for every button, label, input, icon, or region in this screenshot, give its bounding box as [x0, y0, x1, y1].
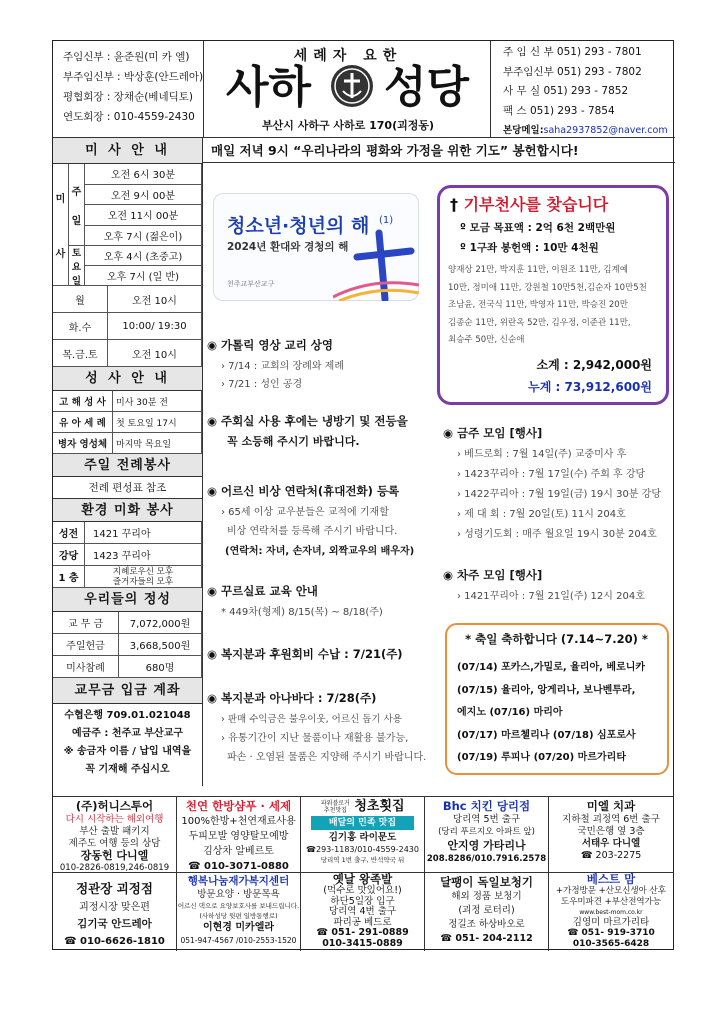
account-line: ※ 송금자 이름 / 납입 내역을 — [63, 746, 192, 757]
sunday-label: 주 일 — [69, 164, 85, 246]
ad-travel[interactable]: (주)허니스투어 다시 시작하는 해외여행 부산 출발 패키지 제주도 여행 등의 상담 장동헌 다니엘 010-2826-0819,246-0819 — [53, 797, 177, 873]
weekday-label: 월 — [53, 286, 108, 313]
cleaning-value: 1421 꾸리아 — [85, 522, 202, 544]
notice-line: › 7/21 : 성인 공경 — [221, 379, 303, 390]
saturday-mass-time: 오후 7시 (일 반) — [85, 266, 202, 286]
sunday-mass-time: 오전 9시 00분 — [85, 185, 202, 206]
ad-dental[interactable]: 미엘 치과 지하철 괴정역 6번 출구 국민은행 옆 3층 서태우 다니엘 ☎ 203-2275 — [549, 797, 673, 873]
devotion-value: 680명 — [119, 656, 202, 678]
feast-list — [457, 657, 645, 770]
ad-shampoo[interactable]: 천연 한방샴푸 · 세제 100%한방+천연재료사용 두피모발 영양탈모예방 김상차 알베르토 ☎ 010-3071-0880 — [177, 797, 301, 873]
meeting-line: › 베드로회 : 7월 14일(주) 교중미사 후 — [457, 449, 627, 460]
sacrament-title: 성 사 안 내 — [53, 367, 202, 391]
patron-title: 세례자 요한 — [293, 48, 403, 64]
sacrament-value: 첫 토요일 17시 — [113, 412, 202, 433]
sacrament-label: 병자 영성체 — [53, 433, 113, 454]
weekday-time: 오전 10시 — [108, 340, 202, 367]
meetings-next-title: ◉ 차주 모임 [행사] — [443, 568, 543, 582]
account-title: 교무금 입금 계좌 — [53, 678, 202, 704]
account-line: 예금주 : 천주교 부산교구 — [71, 728, 184, 739]
feast-line: (07/14) 포카스,가밀로, 율리아, 베로니카 — [457, 662, 646, 673]
donor-line: 조남윤, 전국식 11만, 박영자 11만, 박승진 20만 — [448, 300, 628, 310]
donor-line: 양재상 21만, 박지훈 11만, 이원조 11만, 김계예 — [448, 265, 628, 275]
staff-line: 주임신부 : 윤준원(미 카 엘) — [63, 51, 190, 63]
notice-line: › 7/14 : 교회의 장례와 제례 — [221, 361, 344, 372]
meeting-line: › 제 대 회 : 7월 20일(토) 11시 204호 — [457, 509, 626, 520]
contact-line: 부주임신부 051) 293 - 7802 — [503, 65, 642, 78]
feast-line: (07/19) 루피나 (07/20) 마르가리타 — [457, 752, 626, 763]
donor-line: 10만, 정미애 11만, 강원철 10만5천,김순자 10만5천 — [448, 282, 647, 293]
cleaning-label: 강당 — [53, 544, 85, 566]
service-body: 전례 편성표 참조 — [53, 477, 202, 499]
devotion-title: 우리들의 정성 — [53, 588, 202, 612]
contact-line: 사 무 실 051) 293 - 7852 — [503, 85, 629, 97]
notice-line: › 판매 수익금은 불우이웃, 어르신 돕기 사용 — [221, 714, 402, 725]
ad-ginseng[interactable]: 정관장 괴정점 괴정시장 맞은편 김기국 안드레아 ☎ 010-6626-1810 — [53, 873, 177, 951]
cross-graphic-icon — [333, 227, 419, 301]
donation-total: 누계 : 73,912,600원 — [528, 380, 652, 394]
notice-column — [207, 333, 437, 783]
staff-line: 평협회장 : 장채순(베네딕토) — [63, 91, 193, 103]
staff-list — [53, 41, 203, 137]
ad-best-mom[interactable]: 베스트 맘 +가정방문 +산모신생아 산후 도우미파견 +부산전역가능 www.best-mom.co.kr 김영미 마르가리타 ☎ 051- 919-3710 010-3565-6428 — [556, 873, 666, 949]
ad-care-center[interactable]: 행복나눔재가복지센터 방문요양 · 방문목욕 어르신 댁으로 요양보호사를 보내드립니다. (사하성당 뒷편 일방통행로) 이현경 미카엘라 051-947-4567 /010-2553-1520 — [177, 873, 301, 951]
notice-title: ◉ 어르신 비상 연락처(휴대전화) 등록 — [207, 484, 400, 498]
sunday-mass-time: 오후 7시 (젊은이) — [85, 226, 202, 247]
ads-grid — [53, 796, 673, 951]
saturday-label: 토 요 일 — [69, 246, 85, 286]
email-label: 본당메일: — [503, 125, 544, 136]
weekday-label: 화.수 — [53, 313, 108, 340]
donation-title: † 기부천사를 찾습니다 — [450, 195, 609, 214]
account-info — [53, 707, 202, 779]
donor-list — [448, 262, 664, 350]
parish-name-right: 성당 — [384, 62, 470, 113]
cleaning-label: 1 층 — [53, 566, 85, 588]
sunday-mass-time: 오전 11시 00분 — [85, 205, 202, 226]
devotion-value: 3,668,500원 — [119, 634, 202, 656]
devotion-value: 7,072,000원 — [119, 612, 202, 634]
notice-line: 꼭 소등해 주시기 바랍니다. — [227, 435, 360, 448]
meeting-line: › 1422꾸리아 : 7월 19일(금) 19시 30분 강당 — [457, 489, 662, 500]
donor-line: 김종순 11만, 위란옥 52만, 김우정, 이준관 11만, — [448, 317, 631, 328]
weekday-label: 목.금.토 — [53, 340, 108, 367]
cleaning-label: 성전 — [53, 522, 85, 544]
meetings-this-title: ◉ 금주 모임 [행사] — [443, 426, 543, 440]
devotion-label: 미사참례 — [53, 656, 119, 678]
ad-chicken[interactable]: Bhc 치킨 당리점 당리역 5번 출구 (당리 푸르지오 아파트 앞) 안지영 가타리나 208.8286/010.7916.2578 — [425, 797, 549, 873]
contact-line: 팩 스 051) 293 - 7854 — [503, 104, 615, 117]
notice-line: › 유통기간이 지난 물품이나 재활용 불가능, — [221, 733, 409, 744]
contact-line: 주 임 신 부 051) 293 - 7801 — [503, 46, 642, 58]
youth-poster-subtitle: 2024년 환대와 경청의 해 — [227, 241, 349, 253]
parish-address: 부산시 사하구 사하로 170(괴정동) — [261, 119, 435, 132]
notice-line: › 65세 이상 교우분들은 교적에 기재할 — [221, 507, 389, 518]
meeting-line: › 1423꾸리아 : 7월 17일(수) 주회 후 강당 — [457, 469, 646, 480]
youth-poster-title: 청소년·청년의 해 — [227, 215, 370, 237]
donation-unit: º 1구좌 봉헌액 : 10만 4천원 — [460, 242, 599, 254]
weekday-time: 10:00/ 19:30 — [108, 313, 202, 340]
youth-poster-org: 천주교부산교구 — [227, 280, 275, 288]
feast-line: (07/15) 율리아, 앙게리나, 보나벤투라, — [457, 684, 636, 696]
delivery-badge: 배달의 민족 맛집 — [311, 816, 414, 830]
meetings-column — [443, 425, 673, 615]
notice-line: 파손 · 오염된 물품은 지양해 주시기 바랍니다. — [227, 752, 427, 763]
contact-list — [491, 41, 675, 137]
devotion-label: 주일헌금 — [53, 634, 119, 656]
saturday-mass-time: 오후 4시 (초중고) — [85, 246, 202, 266]
youth-year-poster — [213, 193, 419, 301]
feast-title: * 축일 축하합니다 (7.14~7.20) * — [465, 632, 648, 646]
cleaning-value: 지혜로우신 모후 즐거자들의 모후 — [85, 566, 202, 588]
notice-title: ◉ 꾸르실료 교육 안내 — [207, 584, 318, 598]
donation-goal: º 모금 목표액 : 2억 6천 2백만원 — [460, 222, 616, 234]
staff-line: 연도회장 : 010-4559-2430 — [63, 111, 195, 123]
mass-side-label: 미 사 — [53, 164, 69, 286]
ad-hearing-aid[interactable]: 달팽이 독일보청기 해외 정품 보청기 (괴정 로터리) 정길조 하상바오로 ☎ 051- 204-2112 — [425, 873, 549, 951]
donor-line: 최승주 50만, 신순애 — [448, 335, 525, 345]
parish-logo-icon — [331, 65, 373, 107]
notice-title: ◉ 가톨릭 영상 교리 상영 — [207, 338, 334, 352]
ad-fish-restaurant[interactable]: 파워블로거 추천맛집 청초횟집 배달의 민족 맛집 김기홍 라이문도 ☎293-1183/010-4559-2430 당리역 1번 출구, 반석약국 뒤 — [301, 797, 425, 873]
notice-line: 비상 연락처를 등록해 주시기 바랍니다. — [227, 526, 398, 537]
ad-pork-trotters[interactable]: 옛날 왕족발 (먹수로 맛있어요!) 하단5일장 입구 당리역 4번 출구 파리공 베드로 ☎ 051- 291-0889 010-3415-0889 — [301, 873, 425, 951]
cleaning-value: 1423 꾸리아 — [85, 544, 202, 566]
youth-poster-number: (1) — [379, 215, 394, 226]
donation-box — [437, 185, 669, 405]
prayer-banner: 매일 저녁 9시 “우리나라의 평화와 가정을 위한 기도” 봉헌합시다! — [203, 137, 675, 163]
donation-subtotal: 소계 : 2,942,000원 — [536, 358, 652, 372]
left-column — [53, 137, 203, 786]
email-link[interactable]: saha2937852@naver.com — [543, 125, 668, 136]
sunday-mass-time: 오전 6시 30분 — [85, 164, 202, 185]
sacrament-value: 미사 30분 전 — [113, 391, 202, 412]
meeting-line: › 성령기도회 : 매주 월요일 19시 30분 204호 — [457, 529, 657, 540]
mass-title: 미 사 안 내 — [53, 138, 202, 164]
devotion-label: 교 무 금 — [53, 612, 119, 634]
weekday-time: 오전 10시 — [108, 286, 202, 313]
staff-line: 부주임신부 : 박상훈(안드레아) — [63, 71, 203, 83]
feast-line: (07/17) 마르첼리나 (07/18) 심포로사 — [457, 729, 636, 741]
service-title: 주일 전례봉사 — [53, 454, 202, 477]
feast-line: 에지노 (07/16) 마리아 — [457, 707, 563, 718]
sacrament-label: 유 아 세 례 — [53, 412, 113, 433]
notice-title: ◉ 복지분과 아나바다 : 7/28(주) — [207, 691, 377, 705]
notice-line: * 449차(형제) 8/15(목) ~ 8/18(주) — [221, 607, 383, 618]
account-line: 수협은행 709.01.021048 — [64, 710, 191, 721]
bulletin-sheet — [52, 40, 674, 950]
meeting-line: › 1421꾸리아 : 7월 21일(주) 12시 204호 — [457, 591, 645, 602]
parish-title-block — [203, 41, 491, 137]
sacrament-label: 고 해 성 사 — [53, 391, 113, 412]
notice-title: ◉ 주회실 사용 후에는 냉방기 및 전등을 — [207, 414, 408, 428]
sacrament-value: 마지막 목요일 — [113, 433, 202, 454]
feast-box — [445, 623, 669, 775]
notice-title: ◉ 복지분과 후원회비 수납 : 7/21(주) — [207, 647, 403, 661]
parish-name-left: 사하 — [226, 62, 312, 113]
notice-line: (연락처: 자녀, 손자녀, 외짝교우의 배우자) — [225, 546, 415, 557]
account-line: 꼭 기재해 주십시오 — [85, 764, 170, 775]
cleaning-title: 환경 미화 봉사 — [53, 499, 202, 522]
